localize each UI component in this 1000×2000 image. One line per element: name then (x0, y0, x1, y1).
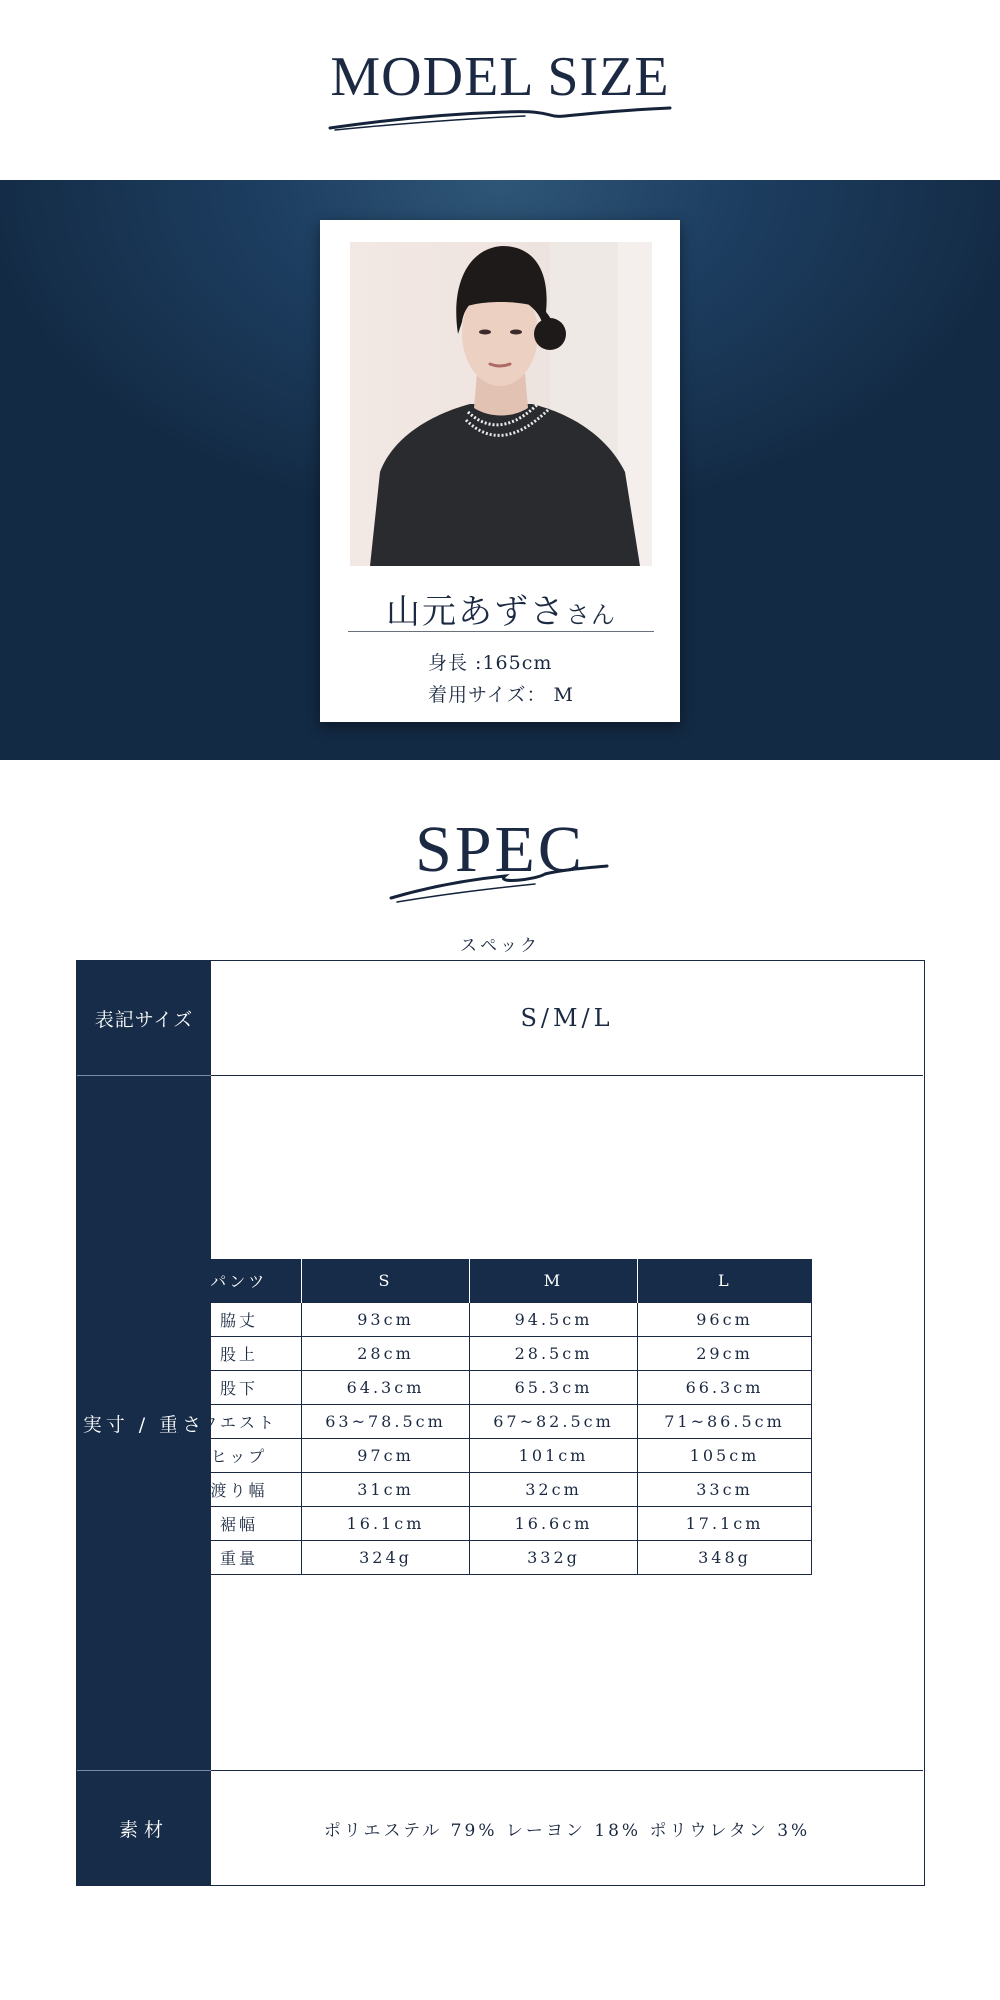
table-cell: 16.1cm (302, 1506, 470, 1540)
table-cell: 64.3cm (302, 1370, 470, 1404)
table-cell: 66.3cm (638, 1370, 812, 1404)
table-row (177, 1472, 812, 1506)
table-row (177, 1302, 812, 1336)
spec-row-material (77, 1771, 923, 1885)
table-cell: 63~78.5cm (302, 1404, 470, 1438)
table-cell: 93cm (302, 1302, 470, 1336)
model-size-title: MODEL SIZE (330, 46, 670, 108)
table-cell: 28cm (302, 1336, 470, 1370)
spec-title: SPEC (415, 813, 585, 886)
table-cell: 71~86.5cm (638, 1404, 812, 1438)
header-cell: M (470, 1259, 638, 1302)
table-cell: 裾幅 (177, 1506, 302, 1540)
spec-row-size (77, 961, 923, 1076)
table-cell: 脇丈 (177, 1302, 302, 1336)
spec-label-material: 素材 (77, 1771, 211, 1885)
spec-subtitle: スペック (460, 936, 540, 956)
table-row (177, 1404, 812, 1438)
spec-value-size: S/M/L (520, 1004, 614, 1032)
model-name (348, 584, 654, 632)
spec-label-size: 表記サイズ (77, 961, 211, 1075)
table-cell: 29cm (638, 1336, 812, 1370)
table-cell: 324g (302, 1540, 470, 1574)
table-cell: 重量 (177, 1540, 302, 1574)
table-row (177, 1540, 812, 1574)
measurement-header-row (177, 1259, 812, 1302)
table-cell: 渡り幅 (177, 1472, 302, 1506)
table-cell: 17.1cm (638, 1506, 812, 1540)
header-cell: S (302, 1259, 470, 1302)
table-cell: 101cm (470, 1438, 638, 1472)
table-row (177, 1336, 812, 1370)
model-wear-size: 着用サイズ： M (428, 684, 574, 706)
brush-stroke-spec (385, 858, 615, 908)
table-cell: 348g (638, 1540, 812, 1574)
table-cell: 96cm (638, 1302, 812, 1336)
spec-label-measure: 実寸 / 重さ (77, 1076, 211, 1770)
table-cell: ウエスト (177, 1404, 302, 1438)
table-cell: 32cm (470, 1472, 638, 1506)
table-row (177, 1438, 812, 1472)
table-cell: 股上 (177, 1336, 302, 1370)
table-cell: 16.6cm (470, 1506, 638, 1540)
model-height: 身長 :165cm (428, 652, 553, 674)
measurement-table (176, 1259, 812, 1575)
table-row (177, 1370, 812, 1404)
table-cell: 股下 (177, 1370, 302, 1404)
brush-stroke-model (325, 100, 675, 140)
table-cell: 33cm (638, 1472, 812, 1506)
table-cell: 105cm (638, 1438, 812, 1472)
header-cell: L (638, 1259, 812, 1302)
table-cell: 28.5cm (470, 1336, 638, 1370)
model-name-suffix: さん (566, 601, 616, 629)
model-card (320, 220, 680, 722)
model-name-text: 山元あずさ (386, 592, 566, 632)
table-row (177, 1506, 812, 1540)
table-cell: 31cm (302, 1472, 470, 1506)
spec-value-material: ポリエステル 79% レーヨン 18% ポリウレタン 3% (323, 1820, 811, 1841)
table-cell: 67~82.5cm (470, 1404, 638, 1438)
table-cell: 332g (470, 1540, 638, 1574)
header-cell: パンツ (177, 1259, 302, 1302)
table-cell: 97cm (302, 1438, 470, 1472)
table-cell: ヒップ (177, 1438, 302, 1472)
table-cell: 94.5cm (470, 1302, 638, 1336)
table-cell: 65.3cm (470, 1370, 638, 1404)
model-photo (350, 242, 652, 566)
